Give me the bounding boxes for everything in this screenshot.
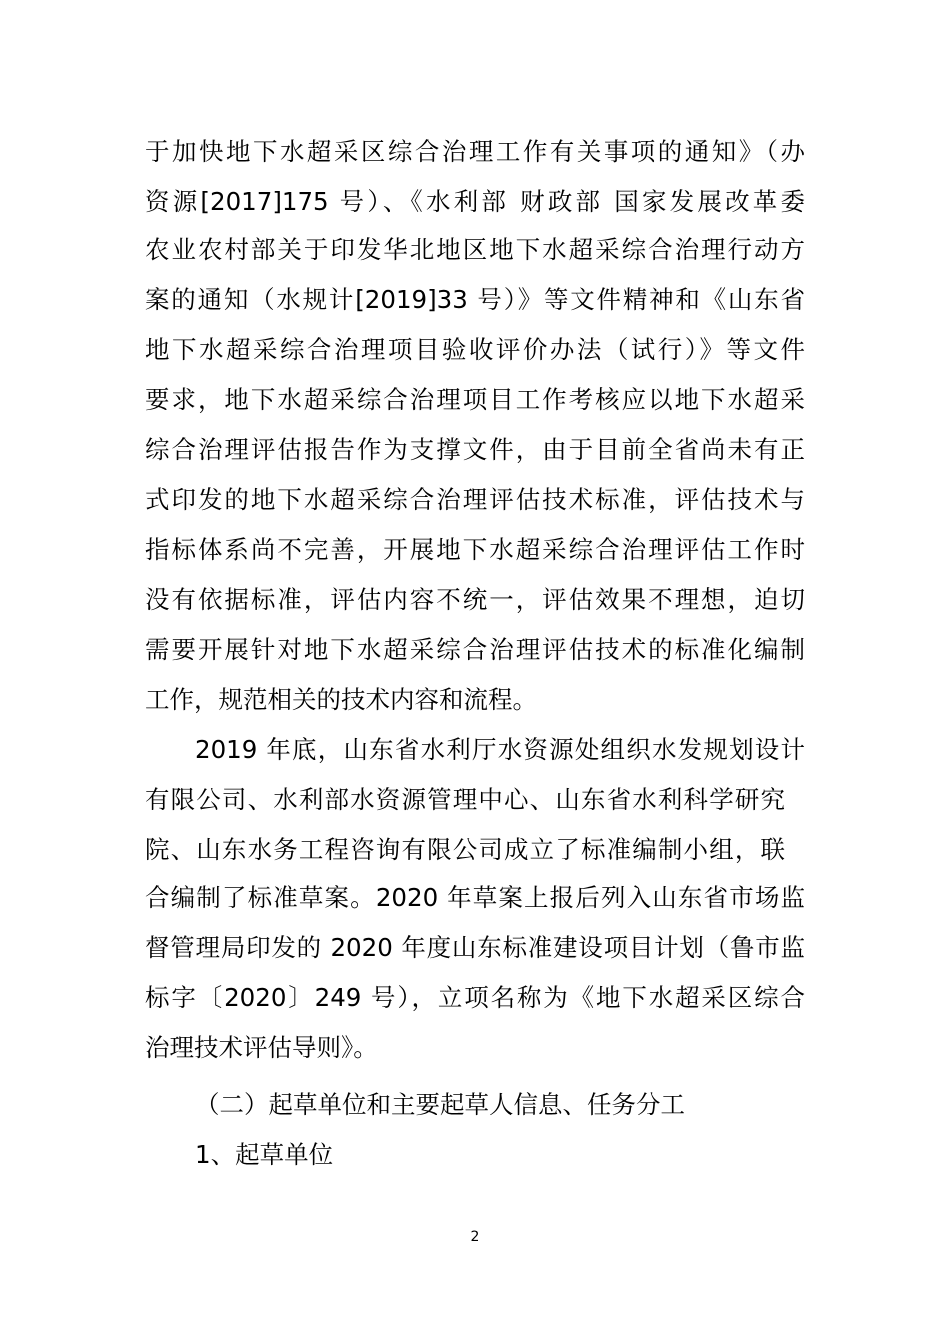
text-line: 于加快地下水超采区综合治理工作有关事项的通知》（办 <box>145 137 805 166</box>
text-line: 案的通知（水规计[2019]33 号）》等文件精神和《山东省 <box>145 285 805 314</box>
text-line: 综合治理评估报告作为支撑文件，由于目前全省尚未有正 <box>145 435 805 464</box>
text-line: 农业农村部关于印发华北地区地下水超采综合治理行动方 <box>145 235 805 264</box>
page-number: 2 <box>470 1229 480 1245</box>
section-heading: （二）起草单位和主要起草人信息、任务分工 <box>195 1090 685 1119</box>
text-line: 2019 年底，山东省水利厅水资源处组织水发规划设计 <box>195 735 805 764</box>
text-line: 工作，规范相关的技术内容和流程。 <box>145 685 537 714</box>
text-line: 没有依据标准，评估内容不统一，评估效果不理想，迫切 <box>145 585 805 614</box>
text-line: 需要开展针对地下水超采综合治理评估技术的标准化编制 <box>145 635 805 664</box>
text-line: 治理技术评估导则》。 <box>145 1033 378 1062</box>
text-line: 资源[2017]175 号）、《水利部 财政部 国家发展改革委 <box>145 187 805 216</box>
subsection-heading: 1、起草单位 <box>195 1140 334 1169</box>
text-line: 地下水超采综合治理项目验收评价办法（试行）》等文件 <box>145 335 805 364</box>
text-line: 合编制了标准草案。2020 年草案上报后列入山东省市场监 <box>145 883 805 912</box>
text-line: 指标体系尚不完善，开展地下水超采综合治理评估工作时 <box>145 535 805 564</box>
text-line: 督管理局印发的 2020 年度山东标准建设项目计划（鲁市监 <box>145 933 805 962</box>
text-line: 标字〔2020〕249 号），立项名称为《地下水超采区综合 <box>145 983 805 1012</box>
text-line: 有限公司、水利部水资源管理中心、山东省水利科学研究 <box>145 785 785 814</box>
text-line: 要求，地下水超采综合治理项目工作考核应以地下水超采 <box>145 385 805 414</box>
text-line: 式印发的地下水超采综合治理评估技术标准，评估技术与 <box>145 485 805 514</box>
text-line: 院、山东水务工程咨询有限公司成立了标准编制小组，联 <box>145 835 785 864</box>
